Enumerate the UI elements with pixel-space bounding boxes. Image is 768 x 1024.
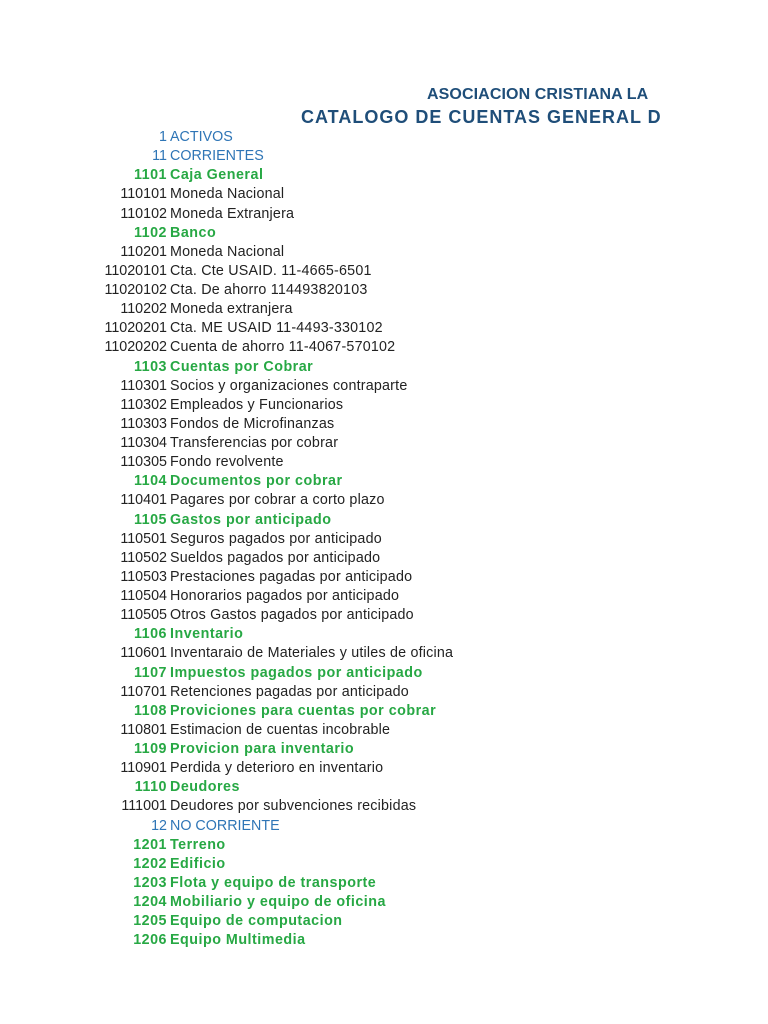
account-name: Moneda extranjera: [170, 301, 293, 318]
account-code: 110101: [120, 186, 167, 203]
account-row: [0, 740, 768, 759]
account-code: 110901: [120, 760, 167, 777]
account-name: Estimacion de cuentas incobrable: [170, 721, 391, 738]
account-code: 11020102: [104, 282, 167, 298]
account-name: Flota y equipo de transporte: [170, 874, 377, 891]
accounts-list: [0, 128, 768, 950]
account-name: Empleados y Funcionarios: [170, 396, 344, 413]
account-name: Caja General: [170, 167, 264, 184]
account-name: Inventario: [170, 626, 244, 643]
account-row: [0, 147, 768, 166]
account-code: 110202: [120, 301, 167, 318]
account-name: Provicion para inventario: [170, 741, 355, 757]
account-row: [0, 530, 768, 549]
account-code: 110801: [120, 721, 167, 738]
account-row: [0, 817, 768, 836]
account-row: [0, 166, 768, 185]
account-code: 1201: [133, 836, 167, 853]
account-row: [0, 702, 768, 721]
account-name: Cta. Cte USAID. 11-4665-6501: [170, 262, 372, 279]
account-row: [0, 243, 768, 262]
account-code: 110305: [120, 454, 167, 471]
account-name: Cta. De ahorro 114493820103: [170, 282, 368, 298]
account-row: [0, 300, 768, 319]
account-row: [0, 549, 768, 568]
account-row: [0, 625, 768, 644]
account-row: [0, 224, 768, 243]
account-name: Documentos por cobrar: [170, 473, 343, 490]
account-row: [0, 644, 768, 663]
account-row: [0, 396, 768, 415]
account-code: 1107: [133, 664, 167, 681]
account-code: 1105: [133, 511, 167, 528]
account-row: [0, 664, 768, 683]
account-row: [0, 511, 768, 530]
account-name: Gastos por anticipado: [170, 511, 332, 528]
account-name: Moneda Extranjera: [170, 205, 295, 222]
account-row: [0, 338, 768, 357]
account-name: Transferencias por cobrar: [170, 435, 339, 451]
account-name: Banco: [170, 224, 217, 241]
account-row: [0, 855, 768, 874]
account-row: [0, 128, 768, 147]
account-name: Moneda Nacional: [170, 186, 285, 203]
account-code: 1106: [133, 626, 167, 643]
account-code: 1104: [133, 473, 167, 490]
account-code: 1203: [133, 874, 167, 891]
account-name: NO CORRIENTE: [170, 817, 280, 834]
account-row: [0, 415, 768, 434]
account-row: [0, 797, 768, 816]
account-name: Honorarios pagados por anticipado: [170, 588, 400, 604]
account-name: Edificio: [170, 855, 226, 872]
account-name: Cuentas por Cobrar: [170, 358, 314, 375]
account-name: Impuestos pagados por anticipado: [170, 664, 423, 681]
account-code: 110102: [120, 205, 167, 222]
account-row: [0, 377, 768, 396]
account-code: 12: [151, 817, 167, 834]
account-code: 110303: [120, 415, 167, 432]
account-code: 110201: [120, 243, 167, 260]
account-name: Proviciones para cuentas por cobrar: [170, 702, 437, 719]
account-name: Prestaciones pagadas por anticipado: [170, 568, 413, 585]
account-name: ACTIVOS: [170, 129, 233, 145]
account-row: [0, 358, 768, 377]
account-name: Otros Gastos pagados por anticipado: [170, 607, 414, 624]
account-name: Deudores por subvenciones recibidas: [170, 798, 417, 815]
account-code: 110504: [120, 588, 167, 604]
account-code: 11: [152, 148, 167, 165]
account-row: [0, 931, 768, 950]
account-code: 110301: [120, 377, 167, 394]
account-name: Perdida y deterioro en inventario: [170, 760, 384, 777]
account-code: 1102: [133, 224, 167, 241]
account-code: 110505: [120, 607, 167, 624]
account-row: [0, 453, 768, 472]
account-code: 1206: [133, 932, 167, 949]
account-code: 110502: [120, 549, 167, 566]
account-name: Sueldos pagados por anticipado: [170, 549, 381, 566]
account-name: Socios y organizaciones contraparte: [170, 377, 408, 394]
account-row: [0, 434, 768, 453]
account-name: Deudores: [170, 779, 240, 796]
account-row: [0, 185, 768, 204]
account-row: [0, 587, 768, 606]
account-row: [0, 836, 768, 855]
account-row: [0, 721, 768, 740]
account-code: 11020201: [104, 320, 167, 337]
account-code: 1110: [134, 779, 167, 796]
account-name: Seguros pagados por anticipado: [170, 530, 382, 547]
account-row: [0, 912, 768, 931]
account-name: Equipo de computacion: [170, 913, 343, 930]
account-row: [0, 759, 768, 778]
account-name: Equipo Multimedia: [170, 932, 306, 949]
account-row: [0, 874, 768, 893]
account-code: 110401: [120, 492, 167, 509]
account-row: [0, 319, 768, 338]
account-code: 110304: [120, 435, 167, 451]
account-row: [0, 281, 768, 300]
account-code: 110302: [120, 396, 167, 413]
catalog-title: CATALOGO DE CUENTAS GENERAL D: [301, 107, 662, 127]
account-code: 110701: [120, 683, 167, 700]
account-name: Fondo revolvente: [170, 454, 284, 471]
account-row: [0, 778, 768, 797]
account-name: Moneda Nacional: [170, 243, 285, 260]
account-code: 1109: [133, 741, 167, 757]
account-row: [0, 491, 768, 510]
account-name: Fondos de Microfinanzas: [170, 415, 335, 432]
account-row: [0, 472, 768, 491]
account-name: Mobiliario y equipo de oficina: [170, 894, 386, 910]
account-code: 1205: [133, 913, 167, 930]
account-code: 1: [159, 129, 167, 145]
account-code: 1108: [133, 702, 167, 719]
account-code: 1103: [133, 358, 167, 375]
account-code: 111001: [121, 798, 167, 815]
account-name: CORRIENTES: [170, 148, 264, 165]
account-code: 11020101: [104, 262, 167, 279]
account-code: 11020202: [104, 339, 167, 356]
account-code: 110503: [120, 568, 167, 585]
account-row: [0, 606, 768, 625]
account-row: [0, 683, 768, 702]
account-row: [0, 568, 768, 587]
account-row: [0, 262, 768, 281]
organization-name: ASOCIACION CRISTIANA LA: [427, 86, 649, 103]
account-name: Retenciones pagadas por anticipado: [170, 683, 409, 700]
account-name: Inventaraio de Materiales y utiles de oficina: [170, 645, 454, 662]
account-name: Pagares por cobrar a corto plazo: [170, 492, 385, 509]
account-row: [0, 205, 768, 224]
account-name: Cuenta de ahorro 11-4067-570102: [170, 339, 396, 356]
account-code: 110601: [120, 645, 167, 662]
account-code: 110501: [120, 530, 167, 547]
account-name: Cta. ME USAID 11-4493-330102: [170, 320, 383, 337]
account-name: Terreno: [170, 836, 226, 853]
account-code: 1101: [133, 167, 167, 184]
account-code: 1204: [133, 894, 167, 910]
account-code: 1202: [133, 855, 167, 872]
account-row: [0, 893, 768, 912]
